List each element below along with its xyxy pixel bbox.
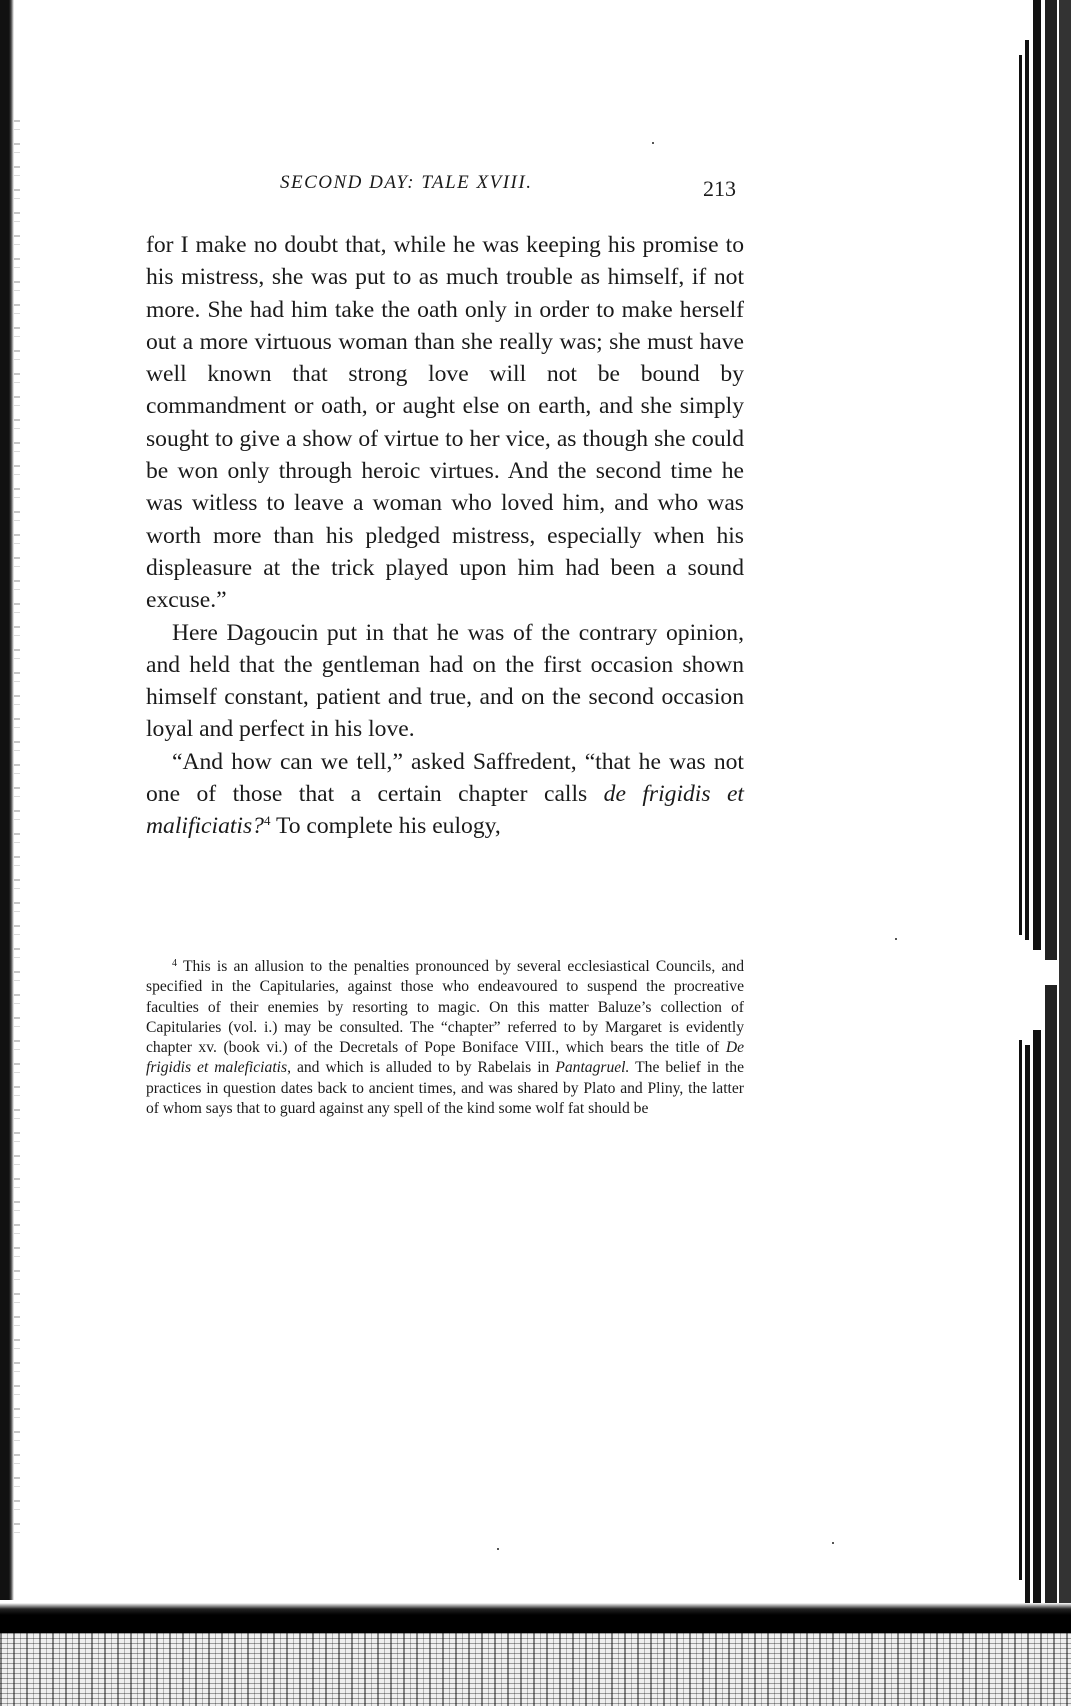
scan-left-edge — [0, 0, 14, 1600]
italic-phrase: de frigidis et malificiatis? — [146, 781, 744, 840]
paragraph: for I make no doubt that, while he was keeping his promise to his mistress, she was put to as much trouble as himself, if not more. She had him take the oath only in order to make herself out a more virtuous woman than she really was; she must have well known that strong love will not be bound by commandment or oath, or aught else on earth, and she simply sought to give a show of virtue to her vice, as though she could be won only through heroic virtues. And the second time he was witless to leave a woman who loved him, and who was worth more than his pledged mistress, especially when his displeasure at the trick played upon him had been a sound excuse.” — [146, 232, 744, 614]
paragraph-text: “And how can we tell,” asked Saffredent, “that he was not one of those that a certain chapter calls — [146, 748, 744, 808]
paragraph — [146, 746, 744, 843]
footnote-paragraph — [146, 957, 744, 1119]
footnote-reference: 4 — [263, 813, 271, 829]
scan-bottom-edge — [0, 1603, 1071, 1633]
page-number: 213 — [703, 176, 736, 201]
footnote-marker: 4 — [172, 958, 177, 969]
footnote-text: This is an allusion to the penalties pronounced by several ecclesiastical Councils, and specified in the Capitularies, against those who endeavoured to suspend the procreative faculties of their enemies by resorting to magic. On this matter Baluze’s collection of Capitularies (vol. i.) may be consulted. The “chapter” referred to by Margaret is evidently chapter xv. (book vi.) of the Decretals of Pope Boniface VIII., which bears the title of — [146, 958, 744, 1057]
scan-right-edge — [1009, 0, 1071, 1610]
paragraph-text: To complete his eulogy, — [275, 813, 501, 840]
italic-title: Pantagruel. — [555, 1059, 630, 1077]
paragraph: Here Dagoucin put in that he was of the contrary opinion, and held that the gentleman had on the first occasion shown himself constant, patient and true, and on the second occasion loyal and perfect in his love. — [146, 619, 744, 743]
footnote-text: , and which is alluded to by Rabelais in — [287, 1059, 550, 1077]
scan-speck — [832, 1542, 834, 1544]
italic-title: De frigidis et maleficiatis — [146, 1039, 745, 1077]
running-head: SECOND DAY: TALE XVIII. — [280, 172, 533, 193]
scan-speck — [652, 142, 654, 144]
scan-speck — [895, 938, 897, 940]
scan-bottom-noise — [0, 1633, 1071, 1706]
footnote — [146, 957, 744, 1119]
footnote-text: The belief in the practices in question dates back to ancient times, and was shared by Plato and Pliny, the latter of whom says that to guard against any spell of the kind some wolf fat should be — [146, 1059, 745, 1118]
body-text — [146, 229, 744, 843]
scan-speck — [497, 1548, 499, 1550]
scan-left-speckle — [14, 120, 20, 1540]
